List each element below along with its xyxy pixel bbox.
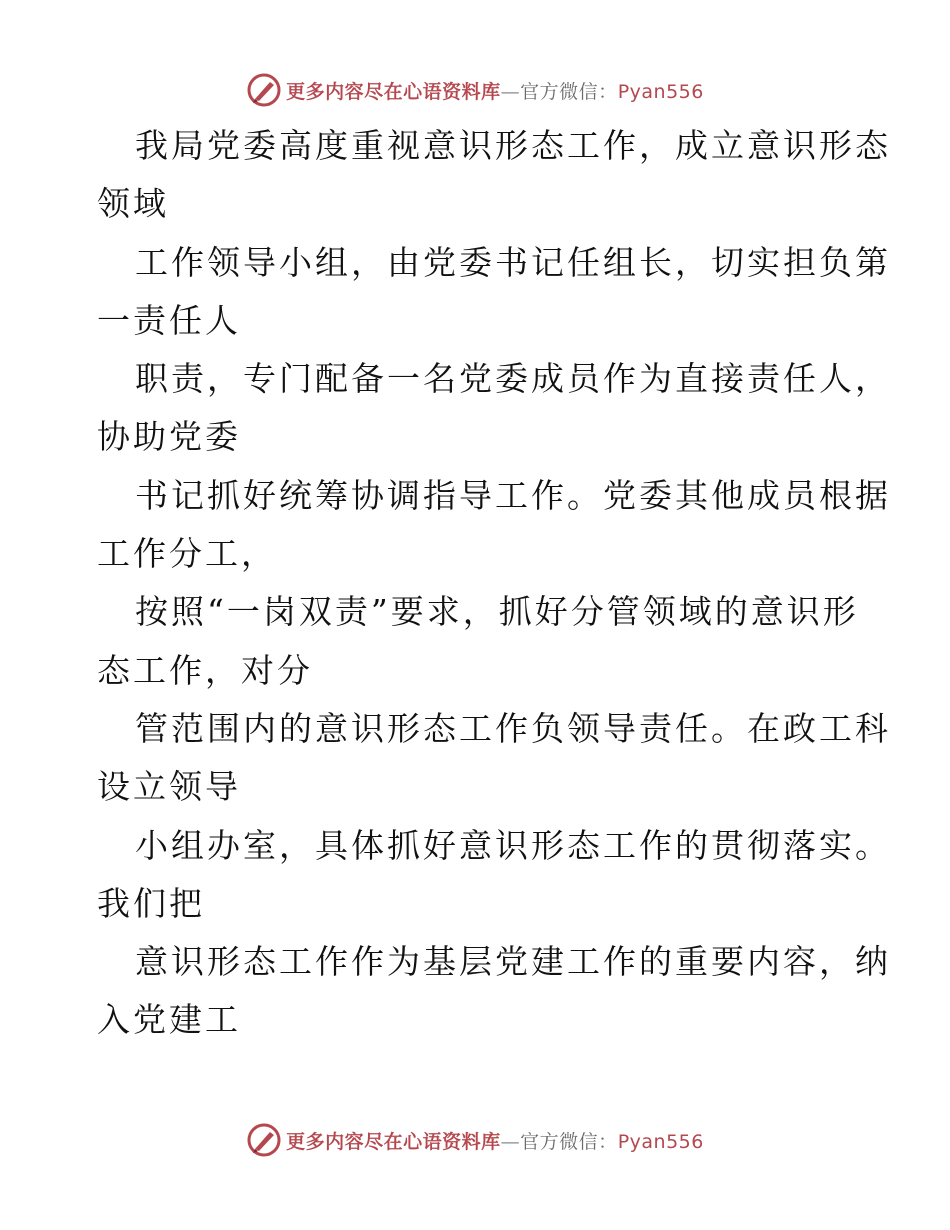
pen-logo-icon bbox=[246, 72, 282, 108]
pen-logo-icon bbox=[246, 1122, 282, 1158]
text-line: 一责任人 bbox=[97, 300, 241, 340]
text-line: 书记抓好统筹协调指导工作。党委其他成员根据 bbox=[135, 475, 891, 515]
header-contact-label: 官方微信： bbox=[520, 80, 618, 103]
header-text bbox=[286, 77, 704, 104]
footer-contact-label: 官方微信： bbox=[520, 1130, 618, 1153]
header-dash: — bbox=[500, 80, 521, 103]
footer-dash: — bbox=[500, 1130, 521, 1153]
document-body bbox=[97, 117, 891, 1050]
text-line: 设立领导 bbox=[97, 767, 241, 807]
text-line: 我局党委高度重视意识形态工作，成立意识形态 bbox=[135, 126, 891, 165]
text-line: 小组办室，具体抓好意识形态工作的贯彻落实。 bbox=[135, 825, 891, 865]
text-line: 管范围内的意识形态工作负领导责任。在政工科 bbox=[135, 708, 891, 748]
text-line: 态工作，对分 bbox=[97, 650, 313, 690]
footer-text bbox=[286, 1127, 704, 1154]
footer-contact-id: Pyan556 bbox=[617, 1130, 704, 1153]
text-line: 按照“一岗双责”要求，抓好分管领域的意识形 bbox=[135, 592, 859, 632]
header-brand: 更多内容尽在心语资料库 bbox=[286, 80, 501, 103]
text-line: 工作领导小组，由党委书记任组长，切实担负第 bbox=[135, 242, 891, 282]
text-line: 领域 bbox=[97, 184, 169, 224]
text-line: 职责，专门配备一名党委成员作为直接责任人， bbox=[135, 359, 891, 399]
text-line: 协助党委 bbox=[97, 417, 241, 457]
footer-banner bbox=[0, 1120, 950, 1160]
text-line: 入党建工 bbox=[97, 1000, 241, 1040]
text-line: 意识形态工作作为基层党建工作的重要内容，纳 bbox=[135, 942, 891, 982]
header-banner bbox=[0, 70, 950, 110]
footer-brand: 更多内容尽在心语资料库 bbox=[286, 1130, 501, 1153]
header-contact-id: Pyan556 bbox=[617, 80, 704, 103]
text-line: 工作分工， bbox=[97, 534, 277, 574]
text-line: 我们把 bbox=[97, 883, 205, 923]
